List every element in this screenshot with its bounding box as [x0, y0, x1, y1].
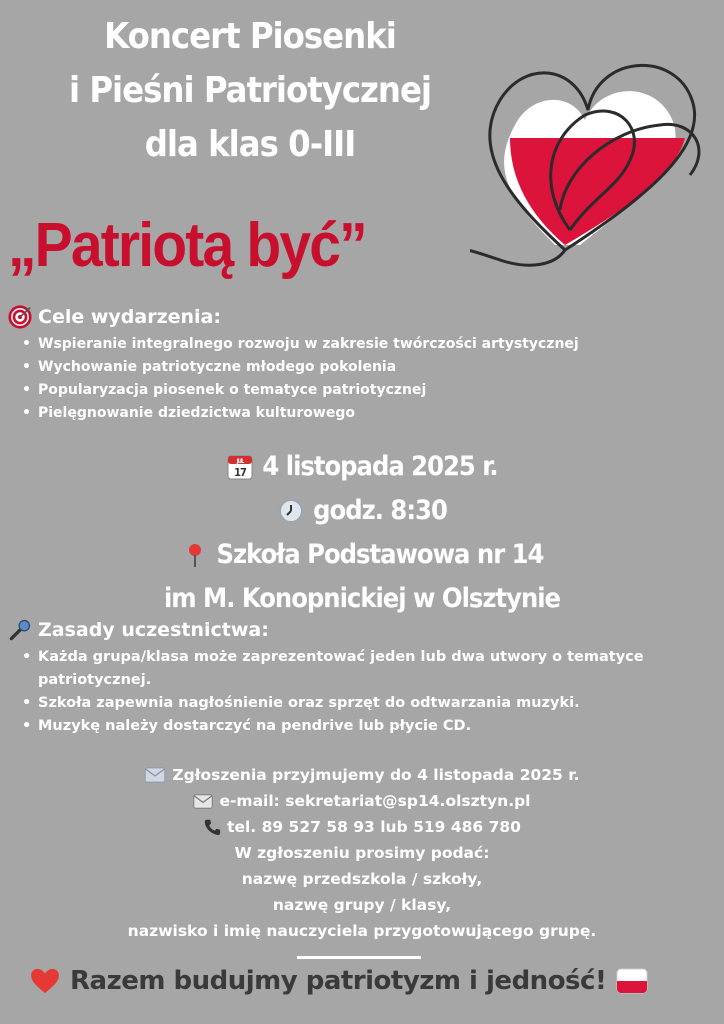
- event-title: [30, 10, 470, 172]
- event-place-row: [0, 533, 724, 577]
- request-item-2: nazwę grupy / klasy,: [272, 896, 452, 914]
- email-row: [0, 788, 724, 814]
- email-icon: [193, 794, 213, 809]
- divider: [297, 956, 421, 959]
- title-line-1: Koncert Piosenki: [104, 16, 396, 57]
- contact-info: [0, 762, 724, 944]
- pin-icon: [181, 541, 209, 569]
- microphone-icon: [8, 618, 32, 642]
- goal-item: • Popularyzacja piosenek o tematyce patriotycznej: [22, 379, 579, 402]
- calendar-icon: [226, 453, 254, 481]
- goals-heading: [8, 305, 221, 329]
- rule-item: • Muzykę należy dostarczyć na pendrive lub płycie CD.: [22, 715, 698, 738]
- rule-item: • Szkoła zapewnia nagłośnienie oraz sprzęt do odtwarzania muzyki.: [22, 692, 698, 715]
- slogan: „Patriotą być”: [8, 211, 366, 280]
- goals-list: [22, 333, 579, 425]
- rules-heading-text: Zasady uczestnictwa:: [38, 619, 269, 641]
- event-time-row: [0, 489, 724, 533]
- goal-item: • Pielęgnowanie dziedzictwa kulturowego: [22, 402, 579, 425]
- calendar-day: 17: [234, 466, 247, 479]
- event-date-row: [0, 445, 724, 489]
- goals-heading-text: Cele wydarzenia:: [38, 306, 221, 328]
- event-place-line-2: im M. Konopnickiej w Olsztynie: [163, 583, 561, 614]
- event-place-line-1: Szkoła Podstawowa nr 14: [216, 539, 544, 570]
- request-intro: W zgłoszeniu prosimy podać:: [234, 844, 490, 862]
- rules-heading: [8, 618, 269, 642]
- title-line-2: i Pieśni Patriotycznej: [68, 70, 432, 111]
- goal-item: • Wspieranie integralnego rozwoju w zakresie twórczości artystycznej: [22, 333, 579, 356]
- title-line-3: dla klas 0-III: [144, 124, 356, 165]
- phone-text[interactable]: tel. 89 527 58 93 lub 519 486 780: [227, 818, 521, 836]
- polish-flag-icon: [616, 968, 648, 994]
- event-info: [0, 445, 724, 621]
- target-icon: [8, 305, 32, 329]
- goal-item: • Wychowanie patriotyczne młodego pokolenia: [22, 356, 579, 379]
- rules-list: [22, 646, 698, 738]
- calendar-month: JUL: [236, 458, 244, 465]
- phone-icon: [203, 818, 221, 836]
- phone-row: [0, 814, 724, 840]
- footer-text: Razem budujmy patriotyzm i jedność!: [70, 966, 607, 996]
- deadline-row: [0, 762, 724, 788]
- heart-flag-icon: [470, 20, 724, 280]
- heart-icon: [30, 968, 60, 994]
- request-item-1: nazwę przedszkola / szkoły,: [241, 870, 483, 888]
- clock-icon: [277, 497, 305, 525]
- request-item-3: nazwisko i imię nauczyciela przygotowującego grupę.: [127, 922, 597, 940]
- event-date: 4 listopada 2025 r.: [262, 451, 498, 482]
- rule-item: • Każda grupa/klasa może zaprezentować jeden lub dwa utwory o tematyce patriotycznej.: [22, 646, 698, 692]
- email-text[interactable]: e-mail: sekretariat@sp14.olsztyn.pl: [219, 792, 531, 810]
- event-place-row-2: [0, 577, 724, 621]
- event-time: godz. 8:30: [313, 495, 447, 526]
- deadline-text: Zgłoszenia przyjmujemy do 4 listopada 2025 r.: [172, 766, 580, 784]
- envelope-icon: [144, 767, 166, 783]
- footer-slogan: [30, 966, 710, 996]
